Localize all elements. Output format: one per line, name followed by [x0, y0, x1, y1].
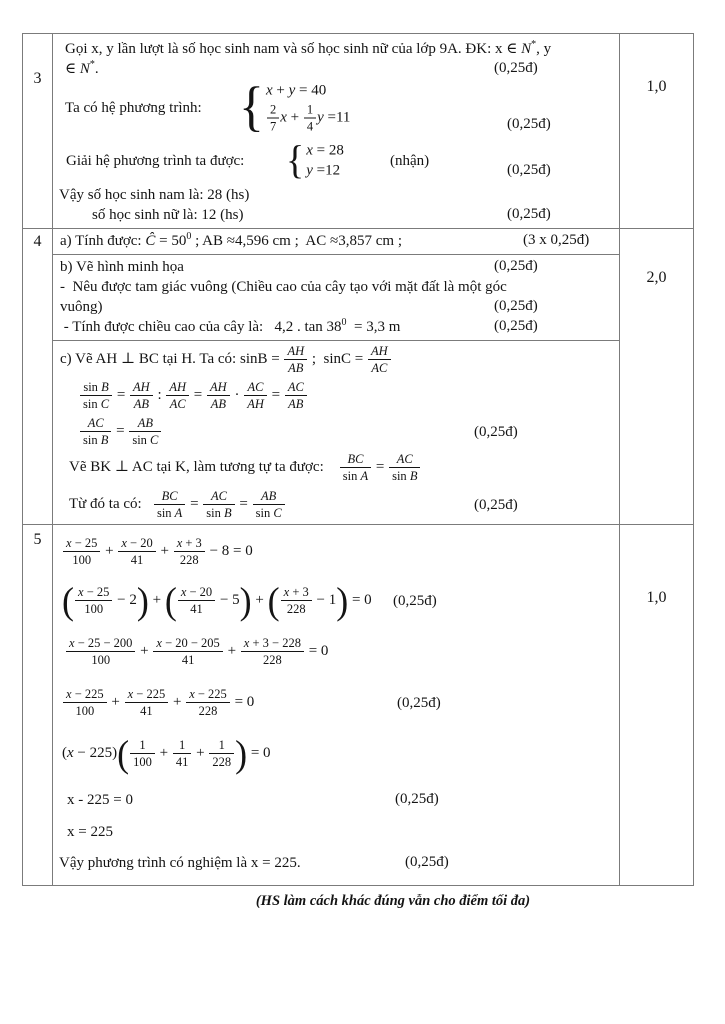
score-badge: (0,25đ)	[397, 694, 441, 711]
fraction: $\frac{AH}{AB}$	[130, 380, 153, 411]
solution-line: Gọi x, y lần lượt là số học sinh nam và số học sinh nữ của lớp 9A. ĐK: x ∈ N*, y ∈ N*. (0,25đ)	[65, 39, 552, 77]
score-badge: (0,25đ)	[474, 423, 518, 440]
score-badge: (0,25đ)	[405, 854, 449, 870]
equation: x = 28	[306, 142, 344, 159]
score-badge: (0,25đ)	[494, 298, 538, 314]
score-badge: (0,25đ)	[494, 258, 538, 274]
fraction: $\frac{1}{100}$	[130, 738, 155, 769]
score-badge: (0,25đ)	[395, 791, 439, 807]
fraction: $\frac{AB}{\text{sin C}}$	[253, 489, 285, 520]
solution-line: - Nêu được tam giác vuông (Chiều cao của cây tạo với mặt đất là một góc vuông) (0,25đ)	[60, 279, 538, 315]
fraction: $\frac{x - 25 - 200}{100}$	[66, 636, 135, 667]
score-badge: (0,25đ)	[507, 162, 551, 178]
fraction: $\frac{AH}{AC}$	[368, 344, 391, 375]
score-badge: (0,25đ)	[474, 496, 518, 513]
answer-key-table-body	[23, 34, 694, 886]
solution-section	[53, 525, 619, 876]
problem-row	[23, 229, 694, 525]
brace-icon: {	[239, 77, 264, 137]
system-equations	[306, 142, 344, 181]
fraction: $\frac{x - 225}{100}$	[63, 687, 107, 718]
result-note: (nhận)	[390, 153, 430, 169]
equation: x + y = 40	[265, 82, 327, 99]
fraction: $\frac{2}{7}$	[267, 103, 279, 134]
score-badge: (0,25đ)	[494, 60, 538, 76]
fraction: $\frac{AC}{\text{sin B}}$	[203, 489, 234, 520]
fraction: $\frac{AC}{\text{sin B}}$	[389, 452, 420, 483]
solution-line: x - 225 = 0 (0,25đ)	[67, 791, 439, 808]
fraction: $\frac{1}{4}$	[304, 103, 316, 134]
big-paren-icon: )	[336, 579, 349, 622]
solution-content-cell	[53, 229, 620, 525]
equation-system-line	[53, 138, 619, 183]
solution-line: $\frac{x - 25 - 200}{100}$ + $\frac{x - 20 - 205}{41}$ + $\frac{x + 3 - 228}{228}$ = 0	[53, 635, 619, 668]
fraction: $\frac{x - 225}{41}$	[125, 687, 169, 718]
score-badge: (0,25đ)	[507, 206, 551, 222]
fraction: $\frac{x + 3 - 228}{228}$	[241, 636, 304, 667]
fraction: $\frac{x - 20}{41}$	[178, 585, 215, 616]
fraction: $\frac{x - 25}{100}$	[75, 585, 112, 616]
fraction: $\frac{1}{41}$	[173, 738, 192, 769]
equation: $\frac{2}{7}$ x + $\frac{1}{4}$ y =11	[266, 102, 350, 135]
equation-system	[239, 77, 351, 137]
fraction: $\frac{x - 20}{41}$	[118, 536, 155, 567]
system-label: Ta có hệ phương trình:	[65, 100, 202, 116]
fraction: $\frac{AC}{\text{sin B}}$	[80, 416, 111, 447]
points-cell: 1,0	[620, 525, 694, 886]
solution-line: x = 225	[67, 824, 113, 840]
fraction: $\frac{x + 3}{228}$	[174, 536, 205, 567]
score-badge: (3 x 0,25đ)	[523, 232, 590, 248]
solution-line: ( $\frac{x - 25}{100}$ − 2) + ( $\frac{x - 20}{41}$ − 5) + ( $\frac{x + 3}{228}$ − 1) = 0 (0,25đ)	[62, 579, 437, 622]
solution-line: Vẽ BK ⊥ AC tại K, làm tương tự ta được: $\frac{BC}{\text{sin A}}$ = $\frac{AC}{\text{sin B}}$	[53, 451, 619, 484]
big-paren-icon: (	[164, 579, 177, 622]
solution-line: Vậy phương trình có nghiệm là x = 225. (0,25đ)	[59, 854, 449, 871]
equation-system-line	[53, 77, 619, 137]
solution-line: $\frac{x - 25}{100}$ + $\frac{x - 20}{41}$ + $\frac{x + 3}{228}$ − 8 = 0	[53, 535, 619, 568]
solution-line: Từ đó ta có: $\frac{BC}{\text{sin A}}$ = $\frac{AC}{\text{sin B}}$ = $\frac{AB}{\text{sin C}}$ (0,25đ)	[69, 489, 518, 520]
fraction: $\frac{AC}{AH}$	[244, 380, 267, 411]
solution-section	[53, 255, 619, 341]
big-paren-icon: )	[239, 579, 252, 622]
equation-system	[286, 138, 344, 183]
fraction: $\frac{AH}{AC}$	[166, 380, 189, 411]
big-paren-icon: (	[267, 579, 280, 622]
problem-row	[23, 34, 694, 229]
points-cell: 2,0	[620, 229, 694, 525]
fraction: $\frac{BC}{\text{sin A}}$	[340, 452, 371, 483]
solution-content-cell	[53, 34, 620, 229]
fraction: $\frac{AC}{AB}$	[285, 380, 307, 411]
solution-section	[53, 34, 619, 228]
solution-line: - Tính được chiều cao của cây là: 4,2 . $\tan 38^0 = 3,3$ m (0,25đ)	[60, 317, 538, 335]
big-paren-icon: )	[235, 732, 248, 775]
system-label: Giải hệ phương trình ta được:	[66, 153, 245, 169]
score-badge: (0,25đ)	[393, 592, 437, 609]
fraction: $\frac{AH}{AB}$	[284, 344, 307, 375]
solution-content-cell	[53, 525, 620, 886]
answer-key-table	[22, 33, 694, 886]
footer-note: (HS làm cách khác đúng vẫn cho điểm tối đa)	[255, 893, 531, 909]
solution-line: c) Vẽ AH ⊥ BC tại H. Ta có: sinB = $\frac{AH}{AB}$ ; sinC = $\frac{AH}{AC}$	[53, 343, 619, 376]
solution-line: $\frac{x - 225}{100}$ + $\frac{x - 225}{41}$ + $\frac{x - 225}{228}$ = 0 (0,25đ)	[53, 686, 619, 719]
fraction: $\frac{AH}{AB}$	[207, 380, 230, 411]
solution-line: b) Vẽ hình minh họa (0,25đ)	[60, 258, 538, 275]
score-badge: (0,25đ)	[507, 116, 551, 132]
fraction: $\frac{x - 25}{100}$	[63, 536, 100, 567]
problem-number-cell: 4	[23, 229, 53, 525]
problem-row	[23, 525, 694, 886]
fraction: $\frac{BC}{\text{sin A}}$	[154, 489, 185, 520]
big-paren-icon: )	[136, 579, 149, 622]
solution-section	[53, 341, 619, 524]
fraction: $\frac{1}{228}$	[209, 738, 234, 769]
solution-line: số học sinh nữ là: 12 (hs) (0,25đ)	[92, 206, 551, 223]
fraction: $\frac{x - 225}{228}$	[186, 687, 230, 718]
solution-section	[53, 229, 619, 255]
problem-number-cell: 5	[23, 525, 53, 886]
fraction: $\frac{\text{sin B}}{\text{sin C}}$	[80, 380, 112, 411]
fraction: $\frac{x - 20 - 205}{41}$	[153, 636, 222, 667]
big-paren-icon: (	[117, 732, 130, 775]
problem-number-cell: 3	[23, 34, 53, 229]
fraction: $\frac{AB}{\text{sin C}}$	[129, 416, 161, 447]
solution-line: $\frac{AC}{\text{sin B}}$ = $\frac{AB}{\text{sin C}}$ (0,25đ)	[53, 415, 619, 448]
solution-line: Vậy số học sinh nam là: 28 (hs)	[59, 187, 250, 203]
equation: y =12	[306, 162, 341, 179]
big-paren-icon: (	[62, 579, 74, 622]
score-badge: (0,25đ)	[494, 318, 538, 334]
system-equations	[266, 82, 350, 135]
solution-line: $\frac{\text{sin B}}{\text{sin C}}$ = $\frac{AH}{AB}$ : $\frac{AH}{AC}$ = $\frac{AH}{AB}$ · $\frac{AC}{AH}$ = $\frac{AC}{AB}$	[53, 379, 619, 412]
fraction: $\frac{x + 3}{228}$	[281, 585, 312, 616]
brace-icon: {	[286, 138, 305, 183]
solution-line: (x − 225)( $\frac{1}{100}$ + $\frac{1}{41}$ + $\frac{1}{228}$ ) = 0	[62, 732, 271, 775]
solution-line: a) Tính được: Ĉ = $50^0$ ; AB ≈4,596 cm ; AC ≈3,857 cm ; (3 x 0,25đ)	[60, 231, 590, 249]
points-cell: 1,0	[620, 34, 694, 229]
